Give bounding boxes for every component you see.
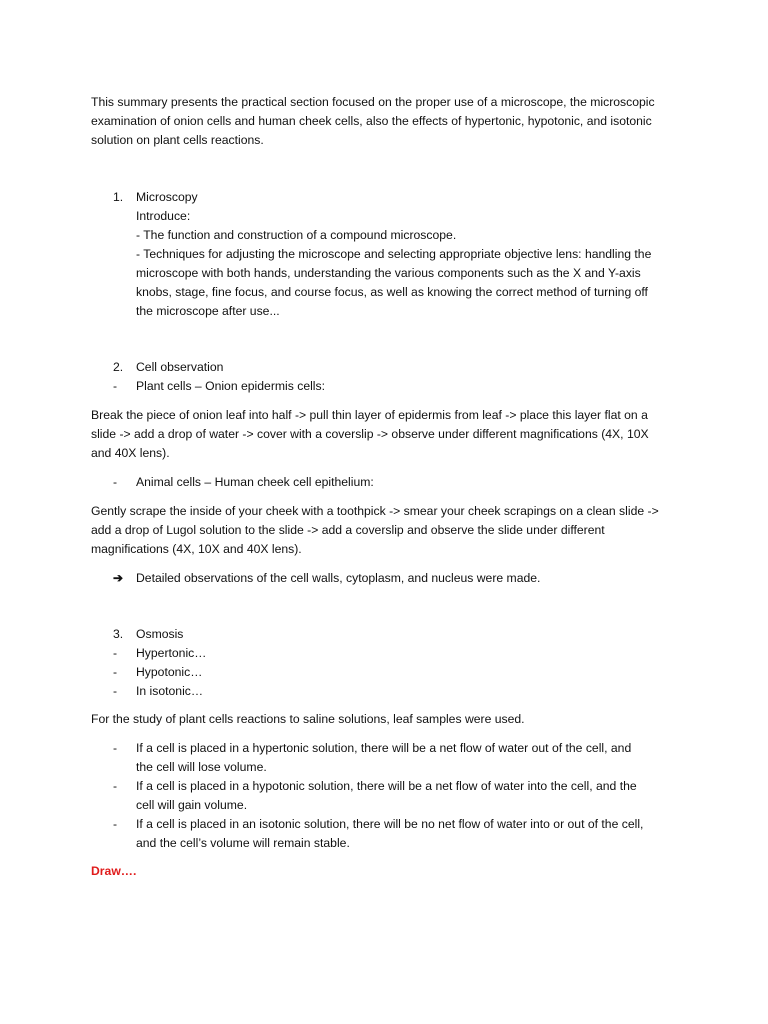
text-line: Break the piece of onion leaf into half -> pull thin layer of epidermis from leaf -> place this layer flat on a	[91, 408, 648, 422]
section-2-title: Cell observation	[136, 360, 224, 374]
text-line: slide -> add a drop of water -> cover with a coverslip -> observe under different magnifications (4X, 10X	[91, 427, 649, 441]
intro-paragraph	[91, 93, 691, 150]
text-line: and the cell’s volume will remain stable.	[136, 836, 350, 850]
section-3-title: Osmosis	[136, 627, 184, 641]
text-line: and 40X lens).	[91, 446, 170, 460]
bullet-dash: -	[113, 779, 118, 793]
text-line: the cell will lose volume.	[136, 760, 267, 774]
plant-procedure-paragraph	[91, 406, 691, 463]
text-line: - The function and construction of a compound microscope.	[136, 228, 457, 242]
observation-conclusion: Detailed observations of the cell walls, cytoplasm, and nucleus were made.	[136, 571, 541, 585]
text-line: knobs, stage, fine focus, and course focus, as well as knowing the correct method of turning off	[136, 285, 648, 299]
section-2-number: 2.	[113, 360, 124, 374]
text-line: If a cell is placed in a hypotonic solution, there will be a net flow of water into the cell, and the	[136, 779, 637, 793]
osmosis-item: In isotonic…	[136, 684, 204, 698]
text-line: Introduce:	[136, 209, 191, 223]
text-line: If a cell is placed in a hypertonic solution, there will be a net flow of water out of the cell, and	[136, 741, 632, 755]
text-line: microscope with both hands, understanding the various components such as the X and Y-axis	[136, 266, 641, 280]
text-line: cell will gain volume.	[136, 798, 248, 812]
bullet-dash: -	[113, 475, 118, 489]
draw-note: Draw….	[91, 864, 137, 878]
section-1-number: 1.	[113, 190, 124, 204]
animal-cells-label: Animal cells – Human cheek cell epithelium:	[136, 475, 374, 489]
osmosis-item: Hypertonic…	[136, 646, 207, 660]
text-line: solution on plant cells reactions.	[91, 133, 264, 147]
osmosis-point	[136, 739, 696, 777]
text-line: This summary presents the practical section focused on the proper use of a microscope, the microscopic	[91, 95, 655, 109]
bullet-dash: -	[113, 741, 118, 755]
bullet-dash: -	[113, 684, 118, 698]
bullet-dash: -	[113, 379, 118, 393]
bullet-dash: -	[113, 817, 118, 831]
arrow-right-icon: ➔	[113, 571, 124, 585]
text-line: examination of onion cells and human cheek cells, also the effects of hypertonic, hypotonic, and isotonic	[91, 114, 652, 128]
section-3-number: 3.	[113, 627, 124, 641]
bullet-dash: -	[113, 665, 118, 679]
text-line: add a drop of Lugol solution to the slide -> add a coverslip and observe the slide under different	[91, 523, 605, 537]
animal-procedure-paragraph	[91, 502, 691, 559]
text-line: magnifications (4X, 10X and 40X lens).	[91, 542, 302, 556]
osmosis-point	[136, 815, 696, 853]
text-line: - Techniques for adjusting the microscope and selecting appropriate objective lens: handling the	[136, 247, 652, 261]
text-line: the microscope after use...	[136, 304, 280, 318]
text-line: Gently scrape the inside of your cheek with a toothpick -> smear your cheek scrapings on a clean slide ->	[91, 504, 659, 518]
plant-cells-label: Plant cells – Onion epidermis cells:	[136, 379, 325, 393]
section-1	[136, 188, 696, 321]
bullet-dash: -	[113, 646, 118, 660]
osmosis-paragraph: For the study of plant cells reactions to saline solutions, leaf samples were used.	[91, 712, 525, 726]
section-1-title: Microscopy	[136, 190, 198, 204]
text-line: If a cell is placed in an isotonic solution, there will be no net flow of water into or out of the cell,	[136, 817, 644, 831]
osmosis-item: Hypotonic…	[136, 665, 203, 679]
osmosis-point	[136, 777, 696, 815]
